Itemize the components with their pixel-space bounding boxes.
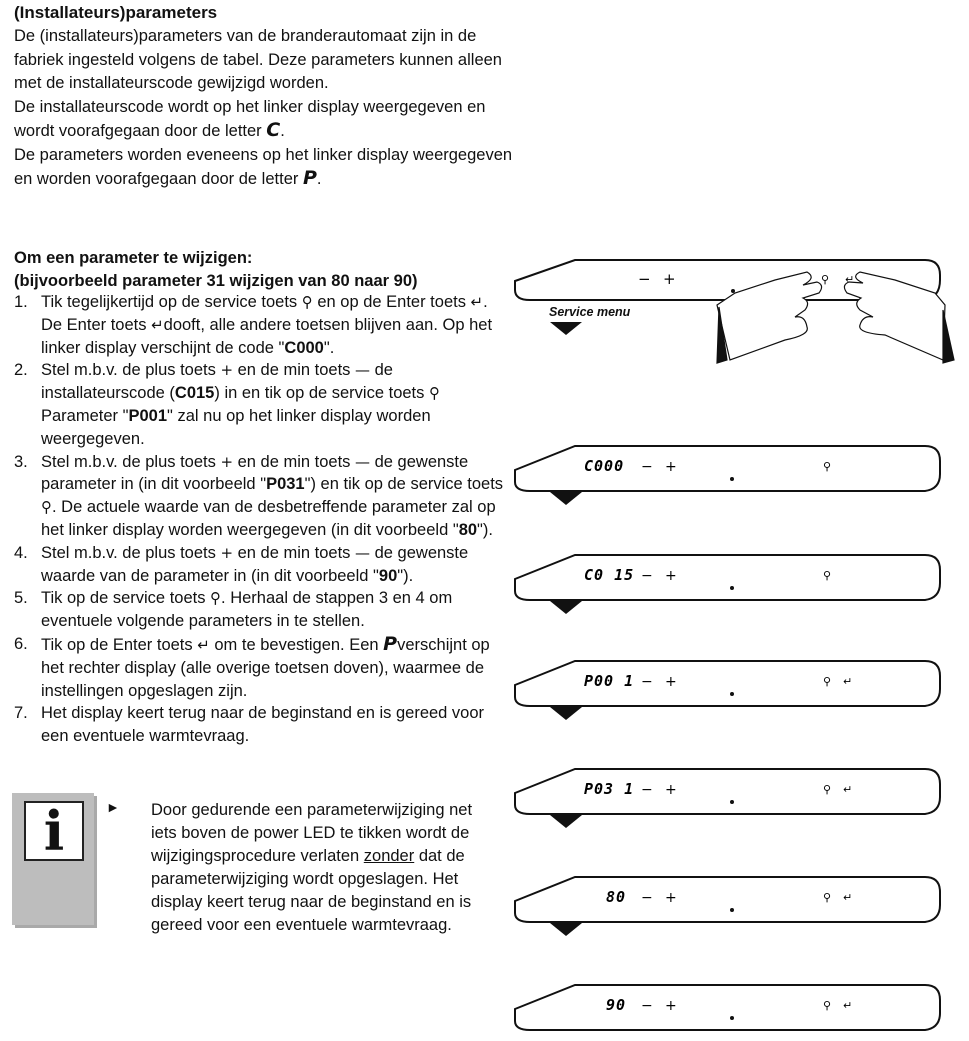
enter-button-icon[interactable]: ↵ <box>843 891 853 904</box>
enter-icon: ↵ <box>151 315 164 334</box>
plus-button[interactable]: + <box>665 998 677 1014</box>
plus-button[interactable]: + <box>665 568 677 584</box>
panel-pointer-icon <box>550 492 582 505</box>
enter-button-icon[interactable]: ↵ <box>845 273 855 286</box>
control-panel-c015 <box>505 553 955 618</box>
list-item: 3. Stel m.b.v. de plus toets + en de min toets — de gewenste parameter in (in dit voorbeeld "P031") en tik op de service toets ⚲. De actuele waarde van de desbetreffende parameter zal op het linker display worden weergegeven (in dit voorbeeld "80"). <box>14 452 504 539</box>
minus-button[interactable]: − <box>641 890 653 906</box>
power-led <box>730 586 734 590</box>
plus-button[interactable]: + <box>665 890 677 906</box>
list-item: 1. Tik tegelijkertijd op de service toets ⚲ en op de Enter toets ↵. De Enter toets ↵dooft, alle andere toetsen blijven aan. Op het linker display verschijnt de code "C000". <box>14 293 493 357</box>
power-led <box>731 289 735 293</box>
enter-icon: ↵ <box>470 293 484 311</box>
service-icon: ⚲ <box>428 384 440 403</box>
plus-button[interactable]: + <box>665 674 677 690</box>
plus-icon: + <box>220 543 234 562</box>
plus-button[interactable]: + <box>665 782 677 798</box>
plus-button[interactable]: + <box>663 270 676 288</box>
service-button-icon[interactable]: ⚲ <box>821 273 830 286</box>
list-item: 6. Tik op de Enter toets ↵ om te bevestigen. Een Pverschijnt op het rechter display (alle overige toetsen doven), waarmee de instellingen opgeslagen zijn. <box>14 632 490 700</box>
left-display: C0 15 <box>584 566 635 584</box>
left-display: P03 1 <box>584 780 635 798</box>
service-icon: ⚲ <box>41 498 52 517</box>
plus-button[interactable]: + <box>665 459 677 475</box>
control-panel-80 <box>505 875 955 940</box>
param-letter: P <box>383 632 398 655</box>
panel-pointer-icon <box>550 923 582 936</box>
service-button-icon[interactable]: ⚲ <box>823 999 832 1012</box>
control-panel-p001 <box>505 659 955 724</box>
panel-pointer-icon <box>550 322 582 335</box>
power-led <box>730 1016 734 1020</box>
plus-icon: + <box>220 452 234 471</box>
arrow-bullet-icon: ► <box>106 799 120 815</box>
left-display: 80 <box>606 888 627 906</box>
panel-pointer-icon <box>550 601 582 614</box>
minus-button[interactable]: − <box>641 998 653 1014</box>
minus-button[interactable]: − <box>641 459 653 475</box>
intro-paragraph-3: De parameters worden eveneens op het linker display weergegeven en worden voorafgegaan door de letter P. <box>14 145 513 189</box>
service-icon: ⚲ <box>210 589 222 608</box>
control-panel-p031 <box>505 767 955 832</box>
power-led <box>730 692 734 696</box>
info-text: Door gedurende een parameterwijziging net iets boven de power LED te tikken wordt de wijzigingsprocedure verlaten zonder dat de parameterwijziging wordt opgeslagen. Het display keert terug naar de beginstand en is gereed voor een eventuele warmtevraag. <box>151 801 473 934</box>
power-led <box>730 908 734 912</box>
info-box <box>12 793 94 925</box>
service-button-icon[interactable]: ⚲ <box>823 675 832 688</box>
minus-button[interactable]: − <box>641 782 653 798</box>
control-panel-90 <box>505 983 955 1035</box>
panel-pointer-icon <box>550 815 582 828</box>
list-item: 5. Tik op de service toets ⚲. Herhaal de stappen 3 en 4 om eventuele volgende parameters in te stellen. <box>14 589 453 631</box>
list-item: 2. Stel m.b.v. de plus toets + en de min toets — de installateurscode (C015) in en tik op de service toets ⚲ Parameter "P001" zal nu op het linker display worden weergegeven. <box>14 361 440 448</box>
service-button-icon[interactable]: ⚲ <box>823 783 832 796</box>
panel-pointer-icon <box>550 707 582 720</box>
minus-button[interactable]: − <box>638 270 651 288</box>
service-button-icon[interactable]: ⚲ <box>823 569 832 582</box>
left-display: 90 <box>606 996 627 1014</box>
enter-button-icon[interactable]: ↵ <box>843 783 853 796</box>
enter-icon: ↵ <box>197 635 210 654</box>
code-letter: C <box>266 119 281 141</box>
steps-list <box>14 291 506 748</box>
minus-icon: — <box>355 543 371 562</box>
procedure-title: Om een parameter te wijzigen: (bijvoorbeeld parameter 31 wijzigen van 80 naar 90) <box>14 249 418 290</box>
list-item: 4. Stel m.b.v. de plus toets + en de min toets — de gewenste waarde van de parameter in (in dit voorbeeld "90"). <box>14 543 469 585</box>
service-icon: ⚲ <box>301 293 313 311</box>
service-menu-label: Service menu <box>549 305 631 319</box>
info-icon: i <box>24 801 84 861</box>
intro-paragraph-2: De installateurscode wordt op het linker display weergegeven en wordt voorafgegaan door de letter C. <box>14 97 486 141</box>
power-led <box>730 800 734 804</box>
section-title: (Installateurs)parameters <box>14 3 218 22</box>
minus-icon: — <box>355 361 371 380</box>
underlined-word: zonder <box>363 847 415 865</box>
plus-icon: + <box>220 361 234 380</box>
intro-paragraph-1: De (installateurs)parameters van de branderautomaat zijn in de fabriek ingesteld volgens de tabel. Deze parameters kunnen alleen met de installateurscode gewijzigd worden. <box>14 27 502 92</box>
minus-button[interactable]: − <box>641 674 653 690</box>
enter-button-icon[interactable]: ↵ <box>843 675 853 688</box>
service-button-icon[interactable]: ⚲ <box>823 891 832 904</box>
left-display: P00 1 <box>584 672 635 690</box>
power-led <box>730 477 734 481</box>
minus-icon: — <box>355 452 371 471</box>
intro-text <box>14 25 514 192</box>
list-item: 7. Het display keert terug naar de beginstand en is gereed voor een eventuele warmtevraag. <box>14 704 485 746</box>
left-display: C000 <box>584 457 625 475</box>
param-letter: P <box>302 167 317 189</box>
enter-button-icon[interactable]: ↵ <box>843 999 853 1012</box>
service-button-icon[interactable]: ⚲ <box>823 460 832 473</box>
control-panel-c000 <box>505 444 955 509</box>
minus-button[interactable]: − <box>641 568 653 584</box>
